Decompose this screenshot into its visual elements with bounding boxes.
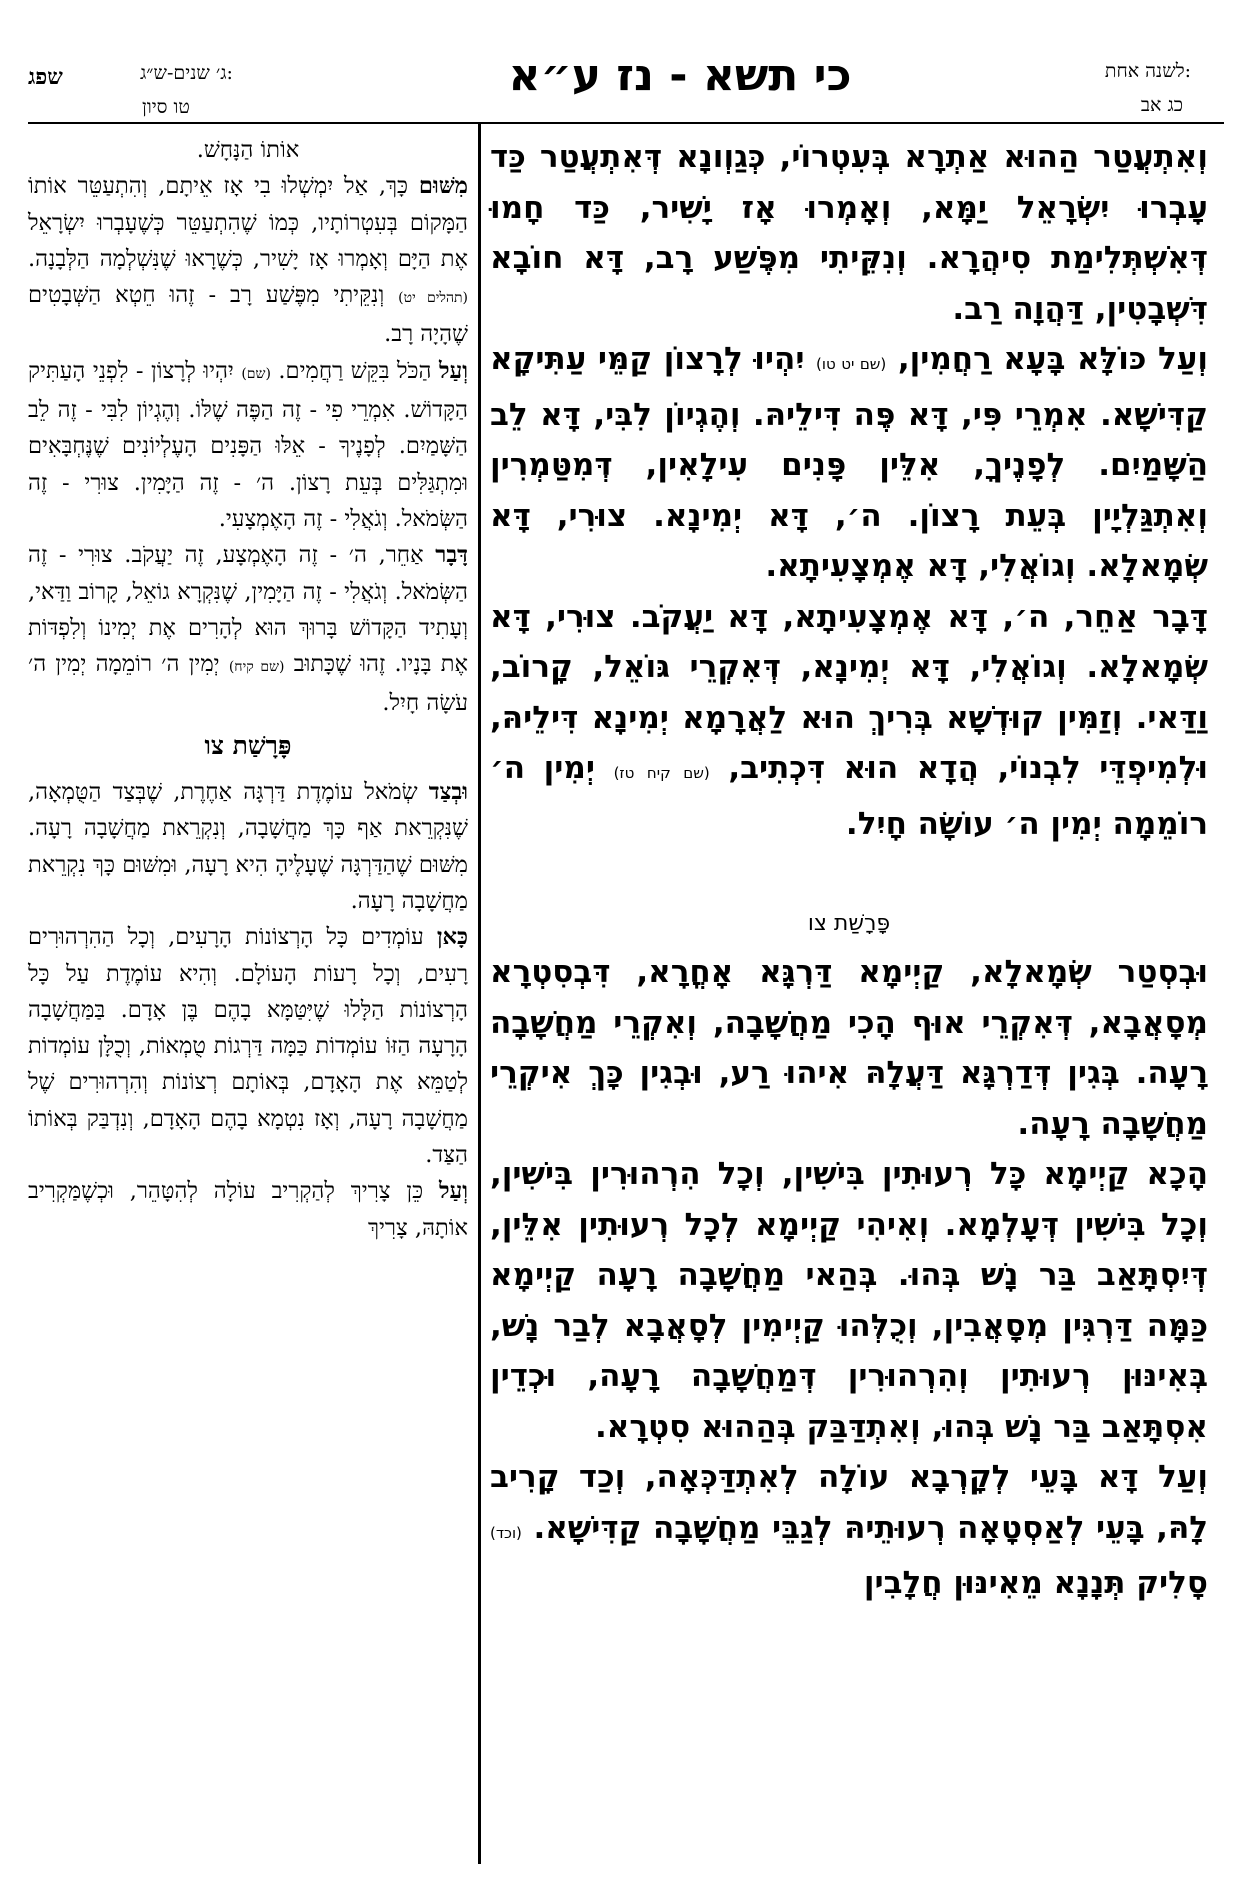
three-year-schedule: ג׳ שנים-ש״ג:: [140, 62, 233, 84]
page-number: שפג: [28, 64, 63, 90]
side-paragraph: וְעַל הַכֹּל בִּקֵּשׁ רַחֲמִים. (שם) יִהְיוּ לְרָצוֹן - לִפְנֵי הָעַתִּיק הַקָּדוֹשׁ. אִמְרֵי פִי - זֶה הַפֶּה שֶׁלּוֹ. וְהֶגְיוֹן לִבִּי - זֶה לֵב הַשָּׁמַיִם. לְפָנֶיךָ - אֵלּוּ הַפָּנִים הָעֶלְיוֹנִים שֶׁנֶּחְבָּאִים וּמִתְגַּלִּים בְּעֵת רָצוֹן. ה׳ - זֶה הַיָּמִין. צוּרִי - זֶה הַשְּׂמֹאל. וְגֹאֲלִי - זֶה הָאֶמְצָעִי.: [28, 357, 468, 532]
page-header: [0, 0, 1253, 120]
three-year-date: טו סיון: [142, 96, 190, 118]
page-title: כי תשא - נז ע״א: [508, 50, 852, 101]
scripture-reference: (וכד): [490, 1523, 522, 1542]
lead-word: מִשּׁוּם: [418, 173, 468, 200]
section-heading: פָּרָשַׁת צו: [204, 730, 292, 760]
scripture-reference: (שם): [241, 365, 271, 382]
scripture-reference: (שם יט טו): [816, 355, 887, 373]
section-heading: פָּרָשַׁת צו: [807, 911, 891, 936]
lead-word: דָּבָר: [435, 542, 468, 569]
scripture-reference: (תהלים יט): [398, 290, 468, 307]
lead-word: כָּאן: [436, 924, 468, 951]
lead-word: וְעַל: [438, 1178, 468, 1205]
main-paragraph: וְאִתְעֲטַר הַהוּא אַתְרָא בְּעִטְרוֹי, כְּגַוְונָא דְּאִתְעֲטַר כַּד עָבְרוּ יִשְׂרָאֵל יַמָּא, וְאָמְרוּ אָז יָשִׁיר, כַּד חָמוּ דְּאִשְׁתְּלִימַת סִיהֲרָא. וְנִקֵּיתִי מִפֶּשַׁע רָב, דָּא חוֹבָא דִּשְׁבָטִין, דַּהֲוָה רַב.: [490, 139, 1208, 327]
main-paragraph: וְעַל כּוֹלָּא בָּעָא רַחֲמִין, (שם יט טו) יִהְיוּ לְרָצוֹן קַמֵּי עַתִּיקָא קַדִּישָׁא. אִמְרֵי פִּי, דָּא פֶּה דִּילֵיהּ. וְהֶגְיוֹן לִבִּי, דָּא לֵב הַשָּׁמַיִם. לְפָנֶיךָ, אִלֵּין פָּנִים עִילָאִין, דְּמִטַּמְרִין וְאִתְגַּלְיָין בְּעֵת רָצוֹן. ה׳, דָּא יְמִינָא. צוּרִי, דָּא שְׂמָאלָא. וְגוֹאֲלִי, דָּא אֶמְצָעִיתָא.: [490, 341, 1209, 584]
scripture-reference: (שם קיח טז): [613, 764, 710, 782]
aramaic-main-text: [490, 132, 1208, 1609]
scripture-reference: (שם קיח): [228, 659, 285, 676]
main-paragraph: וְעַל דָּא בָּעֵי לְקָרְבָא עוֹלָה לְאִתְדַּכְּאָה, וְכַד קָרִיב לָהּ, בָּעֵי לְאַסְטָאָה רְעוּתֵיהּ לְגַבֵּי מַחֲשָׁבָה קַדִּישָׁא. (וכד) סָלִיק תְּנָנָא מֵאִינּוּן חֲלָבִין: [490, 1459, 1208, 1601]
hebrew-translation-text: [28, 132, 468, 1246]
main-paragraph: וּבְסְטַר שְׂמָאלָא, קַיְימָא דַּרְגָּא אָחֳרָא, דִּבְסִטְרָא מְסָאֲבָא, דְּאִקְרֵי אוּף הָכִי מַחֲשָׁבָה, וְאִקְרֵי מַחֲשָׁבָה רָעָה. בְּגִין דְּדַרְגָּא דַּעֲלָהּ אִיהוּ רַע, וּבְגִין כָּךְ אִיקְרֵי מַחֲשָׁבָה רָעָה.: [490, 954, 1208, 1142]
column-divider: [478, 124, 481, 1864]
side-paragraph: וּבְצַד שְׂמֹאל עוֹמֶדֶת דַּרְגָּה אַחֶרֶת, שֶׁבְּצַד הַטֻּמְאָה, שֶׁנִּקְרֵאת אַף כָּךְ מַחֲשָׁבָה, וְנִקְרֵאת מַחֲשָׁבָה רָעָה. מִשּׁוּם שֶׁהַדַּרְגָּה שֶׁעָלֶיהָ הִיא רָעָה, וּמִשּׁוּם כָּךְ נִקְרֵאת מַחֲשָׁבָה רָעָה.: [28, 779, 468, 914]
lead-word: וְעַל: [438, 357, 468, 384]
main-paragraph: דָּבָר אַחֵר, ה׳, דָּא אֶמְצָעִיתָא, דָּא יַעֲקֹב. צוּרִי, דָּא שְׂמָאלָא. וְגוֹאֲלִי, דָּא יְמִינָא, דְּאִקְרֵי גּוֹאֵל, קָרוֹב, וַדַּאי. וְזַמִּין קוּדְשָׁא בְּרִיךְ הוּא לַאֲרָמָא יְמִינָא דִּילֵיהּ, וּלְמִיפְדֵּי לִבְנוֹי, הֲדָא הוּא דִּכְתִיב, (שם קיח טז) יְמִין ה׳ רוֹמֵמָה יְמִין ה׳ עוֹשָׂה חָיִל.: [490, 598, 1208, 842]
main-paragraph: הָכָא קַיְימָא כָּל רְעוּתִין בִּישִׁין, וְכָל הִרְהוּרִין בִּישִׁין, וְכָל בִּישִׁין דְּעָלְמָא. וְאִיהִי קַיְימָא לְכָל רְעוּתִין אִלֵּין, דְּיִסְתָּאַב בַּר נָשׁ בְּהוּ. בְּהַאי מַחֲשָׁבָה רָעָה קַיְימָא כַּמָּה דַּרְגִּין מְסָאֲבִין, וְכֻלְּהוּ קַיְימִין לְסָאֲבָא לְבַר נָשׁ, בְּאִינּוּן רְעוּתִין וְהִרְהוּרִין דְּמַחֲשָׁבָה רָעָה, וּכְדֵין אִסְתָּאַב בַּר נָשׁ בְּהוּ, וְאִתְדַּבַּק בְּהַהוּא סִטְרָא.: [490, 1156, 1208, 1445]
side-paragraph: וְעַל כֵּן צָרִיךְ לְהַקְרִיב עוֹלָה לְהִטָּהֵר, וּכְשֶׁמַּקְרִיב אוֹתָהּ, צָרִיךְ: [28, 1178, 468, 1241]
side-paragraph: מִשּׁוּם כָּךְ, אַל יִמְשְׁלוּ בִי אָז אֵיתָם, וְהִתְעַטֵּר אוֹתוֹ הַמָּקוֹם בְּעִטְרוֹתָיו, כְּמוֹ שֶׁהִתְעַטֵּר כְּשֶׁעָבְרוּ יִשְׂרָאֵל אֶת הַיָּם וְאָמְרוּ אָז יָשִׁיר, כְּשֶׁרָאוּ שֶׁנִּשְׁלְמָה הַלְּבָנָה. (תהלים יט) וְנִקֵּיתִי מִפֶּשַׁע רָב - זֶהוּ חֵטְא הַשְּׁבָטִים שֶׁהָיָה רָב.: [28, 173, 468, 348]
lead-word: וּבְצַד: [428, 779, 468, 806]
side-paragraph: כָּאן עוֹמְדִים כָּל הָרְצוֹנוֹת הָרָעִים, וְכָל הַהִרְהוּרִים רָעִים, וְכָל רָעוֹת הָעוֹלָם. וְהִיא עוֹמֶדֶת עַל כָּל הָרְצוֹנוֹת הַלָּלוּ שֶׁיִּטַּמָּא בָהֶם בֶּן אָדָם. בַּמַּחֲשָׁבָה הָרָעָה הַזּוֹ עוֹמְדוֹת כַּמָּה דַּרְגוֹת טֻמְאוֹת, וְכֻלָּן עוֹמְדוֹת לְטַמֵּא אֶת הָאָדָם, בְּאוֹתָם רְצוֹנוֹת וְהִרְהוּרִים שֶׁל מַחֲשָׁבָה רָעָה, וְאָז נִטְמָא בָהֶם הָאָדָם, וְנִדְבַּק בְּאוֹתוֹ הַצַּד.: [28, 924, 468, 1169]
header-rule: [28, 122, 1224, 124]
one-year-date: כג אב: [1140, 94, 1183, 116]
side-paragraph: דָּבָר אַחֵר, ה׳ - זֶה הָאֶמְצָע, זֶה יַעֲקֹב. צוּרִי - זֶה הַשְּׂמֹאל. וְגֹאֲלִי - זֶה הַיָּמִין, שֶׁנִּקְרָא גוֹאֵל, קָרוֹב וַדַּאי, וְעָתִיד הַקָּדוֹשׁ בָּרוּךְ הוּא לְהָרִים אֶת יְמִינוֹ וְלִפְדּוֹת אֶת בָּנָיו. זֶהוּ שֶׁכָּתוּב (שם קיח) יְמִין ה׳ רוֹמֵמָה יְמִין ה׳ עֹשָׂה חָיִל.: [28, 542, 468, 717]
side-paragraph: אוֹתוֹ הַנָּחָשׁ.: [196, 137, 300, 163]
one-year-schedule: לשנה אחת:: [1104, 60, 1191, 82]
